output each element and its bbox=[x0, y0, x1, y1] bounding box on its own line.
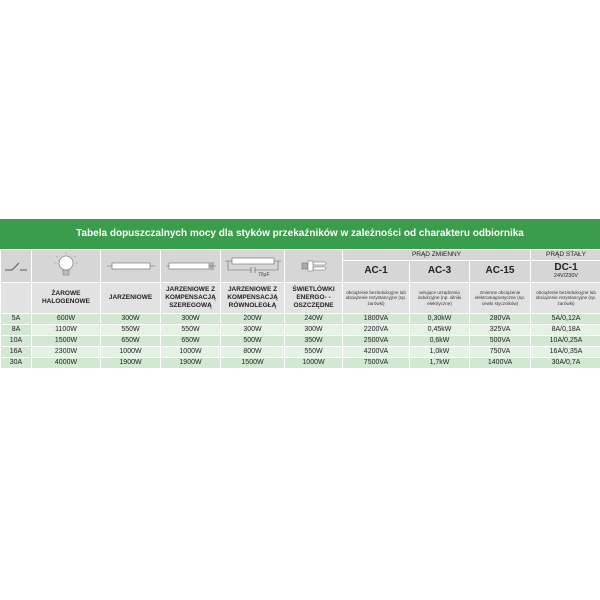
current-rating-cell: 10A bbox=[1, 336, 31, 346]
current-rating-cell: 5A bbox=[1, 314, 31, 324]
energy-saving-lamp-icon bbox=[285, 250, 342, 282]
table-cell: 325VA bbox=[470, 325, 530, 335]
table-title: Tabela dopuszczalnych mocy dla styków przekaźników w zależności od charakteru odbiornika bbox=[0, 219, 600, 249]
table-cell: 300W bbox=[285, 325, 342, 335]
category-code: DC-1 24V/230V bbox=[531, 261, 600, 282]
relay-power-table bbox=[0, 249, 600, 369]
column-header: JARZENIOWE bbox=[101, 283, 160, 313]
table-cell: 1400VA bbox=[470, 358, 530, 368]
table-cell: 800W bbox=[221, 347, 284, 357]
column-header: ŚWIETLÓWKI ENERGO- -OSZCZĘDNE bbox=[285, 283, 342, 313]
table-cell: 1,0kW bbox=[410, 347, 469, 357]
header-blank bbox=[1, 283, 31, 313]
category-description: obciążenie bezindukcyjne lub obciążenie rezystancyjne (np. żarówki) bbox=[531, 283, 600, 313]
table-row bbox=[1, 314, 600, 324]
fluorescent-tube-parallel-icon bbox=[221, 250, 284, 282]
table-cell: 350W bbox=[285, 336, 342, 346]
category-code: AC-1 bbox=[343, 261, 409, 282]
table-cell: 1000W bbox=[101, 347, 160, 357]
table-row bbox=[1, 325, 600, 335]
table-cell: 1800VA bbox=[343, 314, 409, 324]
table-cell: 550W bbox=[285, 347, 342, 357]
table-cell: 1000W bbox=[285, 358, 342, 368]
table-cell: 4200VA bbox=[343, 347, 409, 357]
table-cell: 16A/0,35A bbox=[531, 347, 600, 357]
table-cell: 30A/0,7A bbox=[531, 358, 600, 368]
table-cell: 200W bbox=[221, 314, 284, 324]
table-cell: 7500VA bbox=[343, 358, 409, 368]
category-description: zmienne obciążenie elektromagnetyczne (np. cewki styczników) bbox=[470, 283, 530, 313]
table-cell: 500W bbox=[221, 336, 284, 346]
table-cell: 1100W bbox=[32, 325, 100, 335]
table-row bbox=[1, 347, 600, 357]
bulb-icon bbox=[32, 250, 100, 282]
table-cell: 550W bbox=[101, 325, 160, 335]
column-header: JARZENIOWE Z KOMPENSACJĄ RÓWNOLEGŁĄ bbox=[221, 283, 284, 313]
table-cell: 2500VA bbox=[343, 336, 409, 346]
table-cell: 4000W bbox=[32, 358, 100, 368]
table-cell: 2200VA bbox=[343, 325, 409, 335]
category-code: AC-15 bbox=[470, 261, 530, 282]
capacitor-label: 70μF bbox=[257, 272, 269, 278]
table-cell: 300W bbox=[161, 314, 220, 324]
table-cell: 1500W bbox=[32, 336, 100, 346]
table-cell: 0,6kW bbox=[410, 336, 469, 346]
table-cell: 8A/0,18A bbox=[531, 325, 600, 335]
ac-group-header: PRĄD ZMIENNY bbox=[343, 250, 530, 260]
relay-table-panel bbox=[0, 219, 600, 369]
table-cell: 5A/0,12A bbox=[531, 314, 600, 324]
table-row bbox=[1, 336, 600, 346]
category-description: wirujące urządzenia indukcyjne (np. silniki elektryczne) bbox=[410, 283, 469, 313]
fluorescent-tube-icon bbox=[101, 250, 160, 282]
table-cell: 650W bbox=[161, 336, 220, 346]
table-cell: 1,7kW bbox=[410, 358, 469, 368]
table-cell: 550W bbox=[161, 325, 220, 335]
table-cell: 10A/0,25A bbox=[531, 336, 600, 346]
dc-group-header: PRĄD STAŁY bbox=[531, 250, 600, 260]
table-cell: 300W bbox=[101, 314, 160, 324]
table-body bbox=[1, 314, 600, 368]
table-row bbox=[1, 358, 600, 368]
table-cell: 240W bbox=[285, 314, 342, 324]
column-header: JARZENIOWE Z KOMPENSACJĄ SZEREGOWĄ bbox=[161, 283, 220, 313]
table-cell: 750VA bbox=[470, 347, 530, 357]
table-cell: 600W bbox=[32, 314, 100, 324]
table-cell: 280VA bbox=[470, 314, 530, 324]
column-header: ŻAROWE HALOGENOWE bbox=[32, 283, 100, 313]
table-cell: 300W bbox=[221, 325, 284, 335]
current-rating-cell: 16A bbox=[1, 347, 31, 357]
table-cell: 650W bbox=[101, 336, 160, 346]
table-cell: 0,30kW bbox=[410, 314, 469, 324]
table-cell: 0,45kW bbox=[410, 325, 469, 335]
table-cell: 1000W bbox=[161, 347, 220, 357]
current-rating-cell: 8A bbox=[1, 325, 31, 335]
current-rating-cell: 30A bbox=[1, 358, 31, 368]
category-description: obciążenie bezindukcyjne lub obciążenie rezystancyjne (np. żarówki) bbox=[343, 283, 409, 313]
fluorescent-tube-series-icon bbox=[161, 250, 220, 282]
table-cell: 1900W bbox=[101, 358, 160, 368]
table-cell: 1900W bbox=[161, 358, 220, 368]
table-cell: 2300W bbox=[32, 347, 100, 357]
category-code: AC-3 bbox=[410, 261, 469, 282]
table-cell: 500VA bbox=[470, 336, 530, 346]
switch-icon bbox=[1, 250, 31, 282]
table-cell: 1500W bbox=[221, 358, 284, 368]
